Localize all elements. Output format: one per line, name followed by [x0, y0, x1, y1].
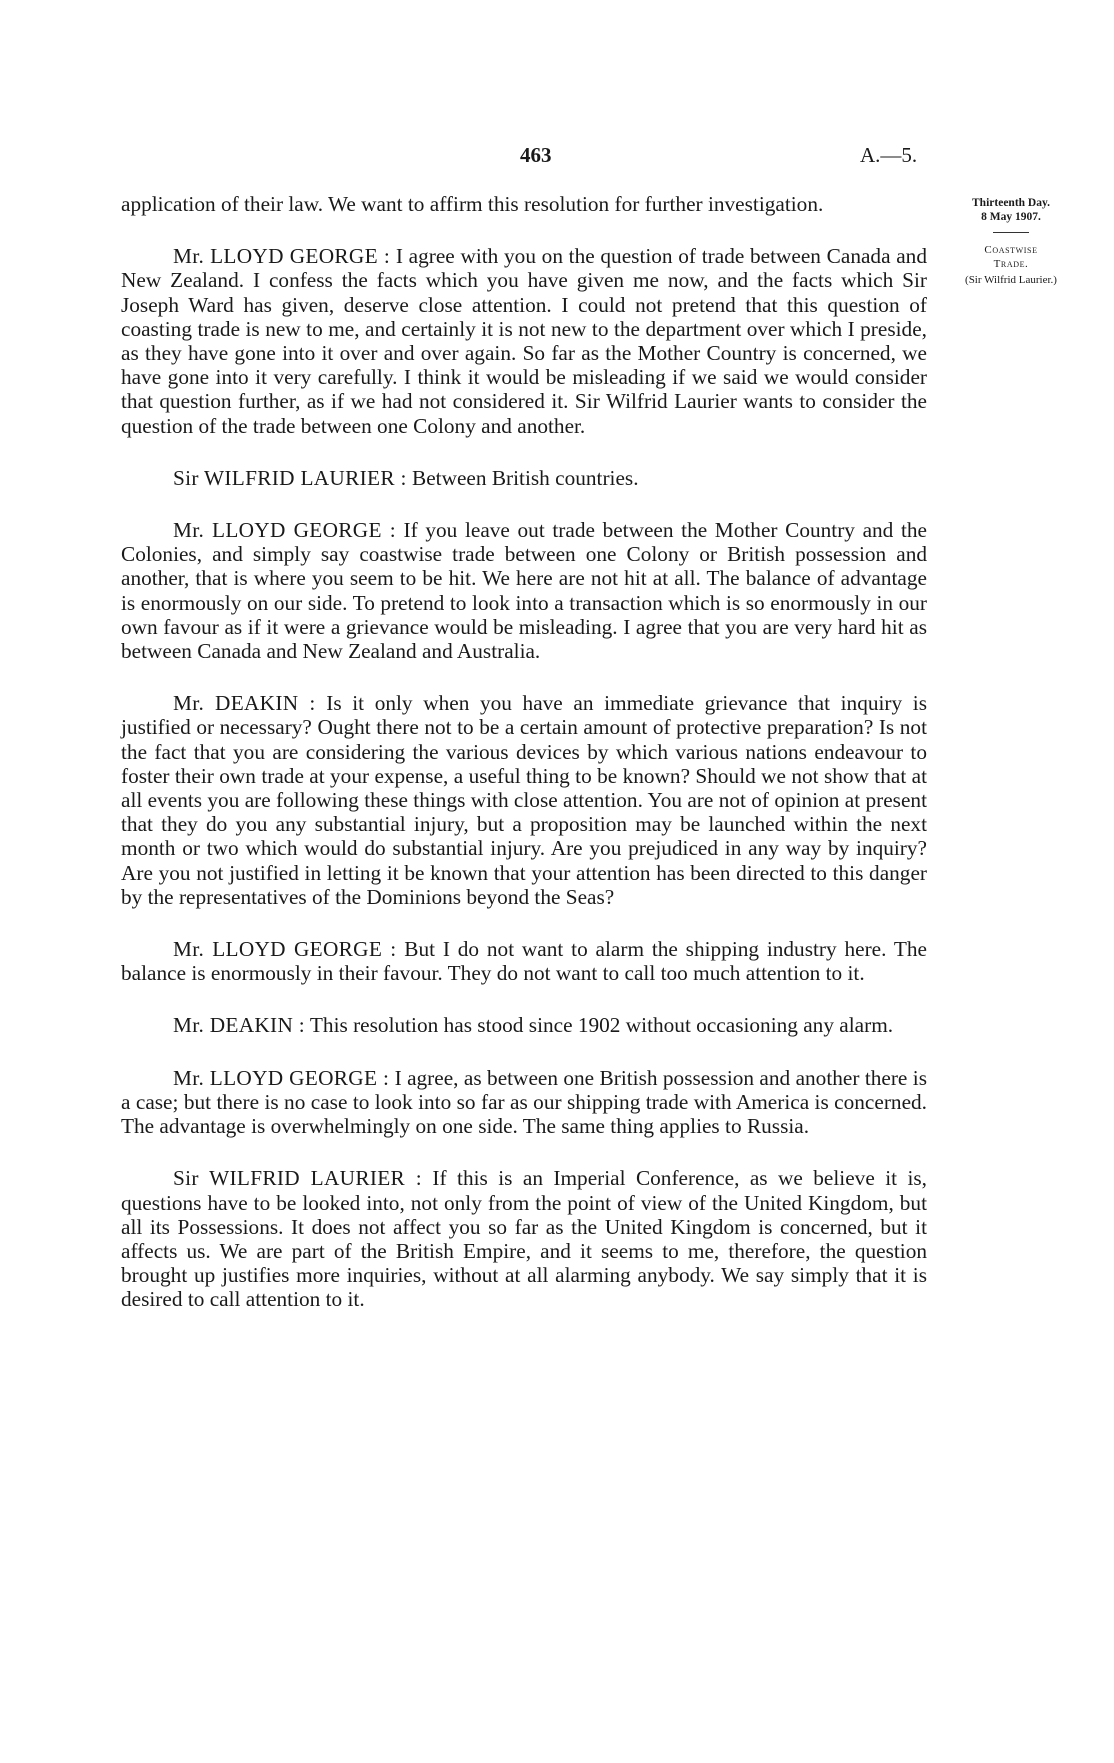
- speaker-name: Mr. LLOYD GEORGE :: [173, 1065, 390, 1090]
- speaker-name: Mr. DEAKIN :: [173, 691, 316, 716]
- margin-note-speaker: (Sir Wilfrid Laurier.): [965, 274, 1057, 286]
- paragraph: [121, 937, 927, 985]
- paragraph: [121, 192, 927, 216]
- paragraph: [121, 466, 927, 490]
- page-number: 463: [520, 143, 552, 167]
- paragraph: [121, 518, 927, 663]
- margin-note-date: 8 May 1907.: [981, 211, 1041, 223]
- paragraph: [121, 691, 927, 909]
- paragraph-text: I agree with you on the question of trade between Canada and New Zealand. I confess the facts which you have given me now, and the facts which Sir Joseph Ward has given, deserve close attention. I could not pretend that this question of coasting trade is new to me, and certainly it is not new to the department over which I preside, as they have gone into it over and over again. So far as the Mother Country is concerned, we have gone into it very carefully. I think it would be misleading if we said we would consider that question further, as if we had not considered it. Sir Wilfrid Laurier wants to consider the question of the trade between one Colony and another.: [121, 244, 927, 438]
- series-code: A.—5.: [860, 143, 918, 167]
- paragraph-text: But I do not want to alarm the shipping industry here. The balance is enormously in their favour. They do not want to call too much attention to it.: [121, 937, 927, 986]
- speaker-name: Sir WILFRID LAURIER :: [173, 1166, 422, 1191]
- speaker-name: Mr. DEAKIN :: [173, 1013, 305, 1038]
- margin-note-subject-line2: Trade.: [993, 258, 1029, 270]
- paragraph: [121, 1013, 927, 1037]
- paragraph: [121, 1066, 927, 1139]
- margin-note-day: Thirteenth Day.: [972, 197, 1050, 209]
- speaker-name: Mr. LLOYD GEORGE :: [173, 518, 396, 543]
- paragraph-text: Between British countries.: [406, 465, 639, 490]
- paragraph-text: I agree, as between one British possession and another there is a case; but there is no case to look into so far as our shipping trade with America is concerned. The advantage is overwhelmingly on one side. The same thing applies to Russia.: [121, 1065, 927, 1139]
- paragraph: [121, 1166, 927, 1311]
- paragraph-text: If you leave out trade between the Mother Country and the Colonies, and simply say coastwise trade between one Colony or British possession and another, that is where you seem to be hit. We here are not hit at all. The balance of advantage is enormously on our side. To pretend to look into a transaction which is so enormously in our own favour as if it were a grievance would be misleading. I agree that you are very hard hit as between Canada and New Zealand and Australia.: [121, 518, 927, 664]
- speaker-name: Mr. LLOYD GEORGE :: [173, 244, 391, 269]
- paragraph-text: Is it only when you have an immediate grievance that inquiry is justified or necessary? Ought there not to be a certain amount of protective preparation? Is not the fact that you are considering the various devices by which various nations endeavour to foster their own trade at your expense, a useful thing to be known? Should we not show that at all events you are following these things with close attention. You are not of opinion at present that they do you any substantial injury, but a proposition may be launched within the next month or two which would do substantial injury. Are you prejudiced in any way by inquiry? Are you not justified in letting it be known that your attention has been directed to this danger by the representatives of the Dominions beyond the Seas?: [121, 691, 927, 909]
- speaker-name: Mr. LLOYD GEORGE :: [173, 937, 397, 962]
- paragraph-text: If this is an Imperial Conference, as we believe it is, questions have to be looked into, not only from the point of view of the United Kingdom, but all its Possessions. It does not affect you so far as the United Kingdom is concerned, but it affects us. We are part of the British Empire, and it seems to me, therefore, the question brought up justifies more inquiries, without at all alarming anybody. We say simply that it is desired to call attention to it.: [121, 1166, 927, 1312]
- margin-note: [936, 196, 1086, 287]
- paragraph-text: This resolution has stood since 1902 without occasioning any alarm.: [304, 1013, 894, 1038]
- main-text-column: [121, 192, 927, 1312]
- margin-note-subject-line1: Coastwise: [984, 244, 1038, 256]
- paragraph: [121, 244, 927, 438]
- paragraph-text: application of their law. We want to affirm this resolution for further investigation.: [121, 192, 824, 216]
- margin-note-divider: [993, 232, 1029, 233]
- speaker-name: Sir WILFRID LAURIER :: [173, 465, 407, 490]
